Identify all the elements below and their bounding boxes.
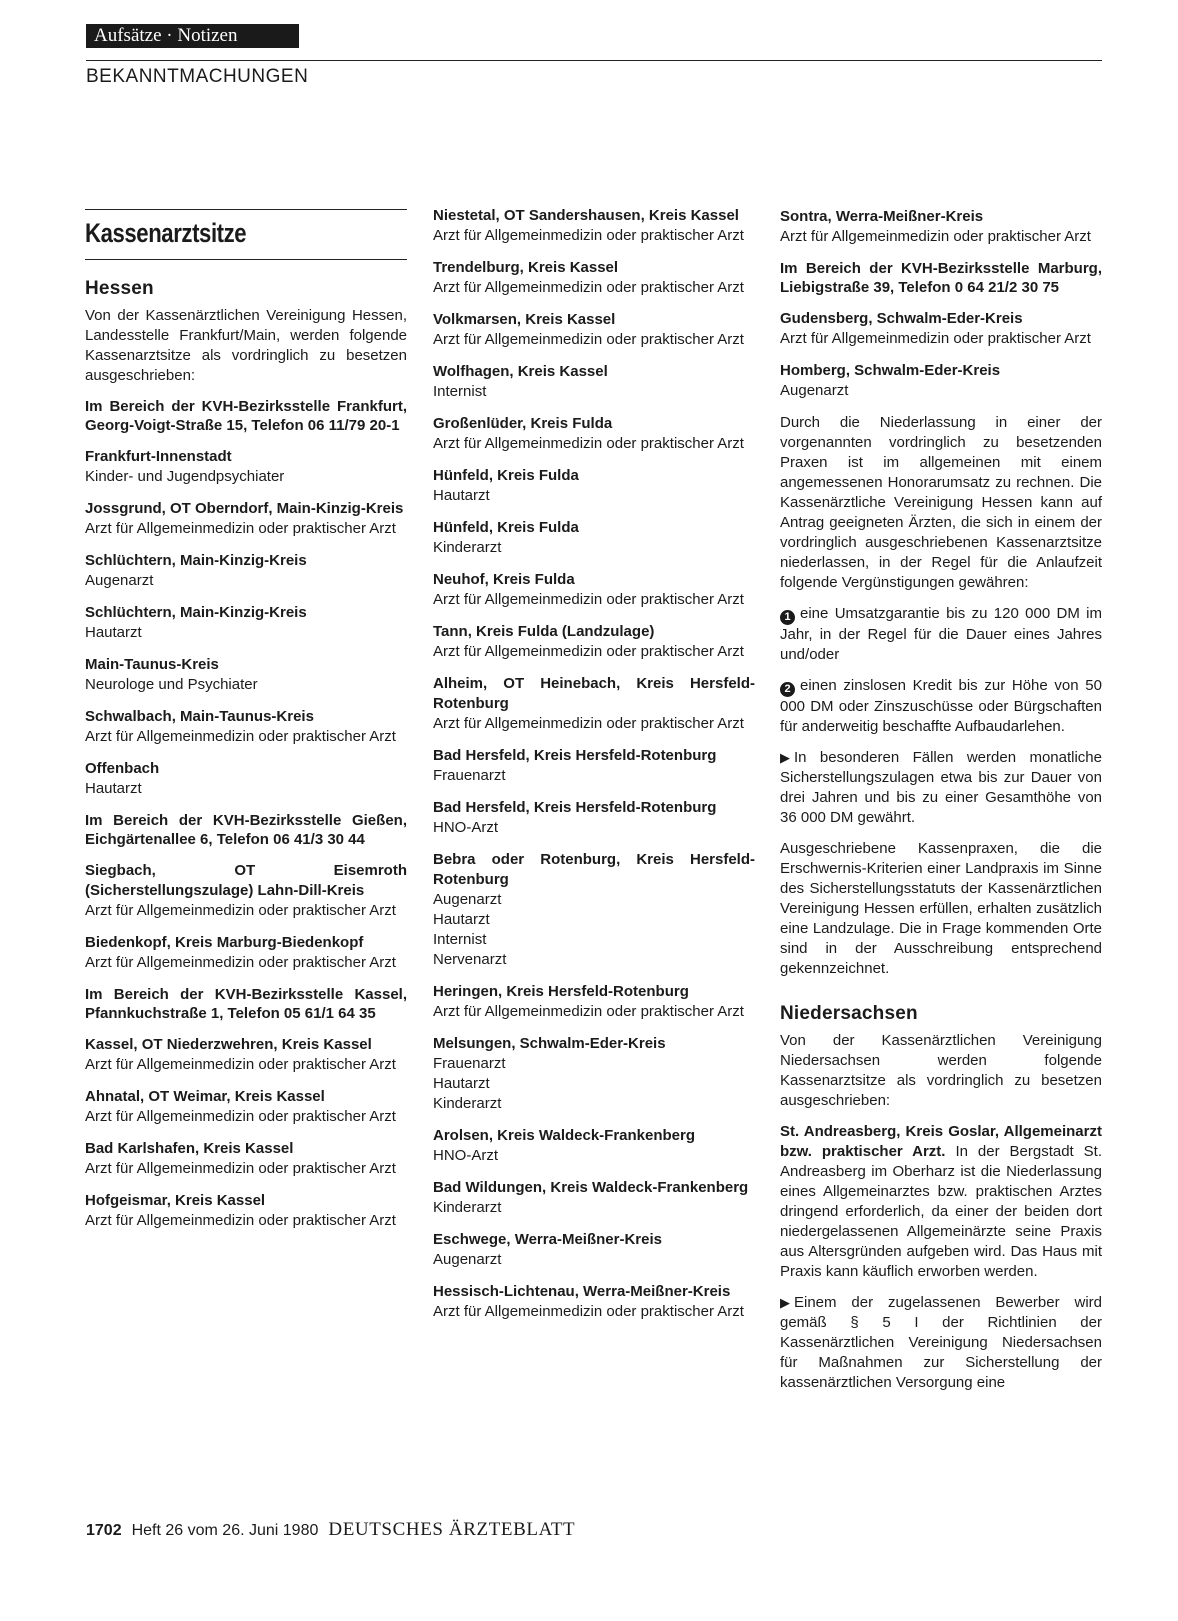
entry-place: Bad Hersfeld, Kreis Hersfeld-Rotenburg xyxy=(433,747,717,764)
listing-entry xyxy=(85,1191,407,1231)
region-heading-niedersachsen: Niedersachsen xyxy=(780,1003,918,1024)
entry-specialty: Augenarzt xyxy=(433,1251,502,1268)
entry-place: Sontra, Werra-Meißner-Kreis xyxy=(780,208,984,225)
listing-entry xyxy=(85,861,407,921)
column-1 xyxy=(85,209,407,1243)
listing-entry xyxy=(85,1035,407,1075)
niedersachsen-final-text: Einem der zugelassenen Bewerber wird gemäß § 5 I der Richtlinien der Kassenärztlichen Vereinigung Niedersachsen für Maßnahmen zur Sicherstellung der kassenärztlichen Versorgung eine xyxy=(780,1294,1102,1391)
listing-entry xyxy=(85,707,407,747)
entry-specialty: Augenarzt xyxy=(85,572,154,589)
entry-specialty: Arzt für Allgemeinmedizin oder praktischer Arzt xyxy=(433,435,744,452)
entry-place: Homberg, Schwalm-Eder-Kreis xyxy=(780,362,1001,379)
office-marburg: Im Bereich der KVH-Bezirksstelle Marburg, Liebigstraße 39, Telefon 0 64 21/2 30 75 xyxy=(780,260,1102,296)
listing-entry xyxy=(85,1139,407,1179)
entry-place: Frankfurt-Innenstadt xyxy=(85,448,232,465)
special-cases-text: In besonderen Fällen werden monatliche Sicherstellungszulagen etwa bis zur Dauer von drei Jahren und bis zu einer Gesamthöhe von 36 000 DM gewährt. xyxy=(780,749,1102,826)
entry-place: Arolsen, Kreis Waldeck-Frankenberg xyxy=(433,1127,696,1144)
listing-entry xyxy=(85,551,407,591)
listing-entry xyxy=(780,309,1102,349)
article-title: Kassenarztsitze xyxy=(85,218,247,248)
region-heading-hessen: Hessen xyxy=(85,278,154,299)
triangle-arrow-icon: ▶ xyxy=(780,750,790,765)
entry-specialty: HNO-Arzt xyxy=(433,819,498,836)
listing-entry xyxy=(85,603,407,643)
entry-specialty: Arzt für Allgemeinmedizin oder praktischer Arzt xyxy=(433,227,744,244)
listing-entry xyxy=(85,499,407,539)
listing-entry xyxy=(433,206,755,246)
entry-specialty: Arzt für Allgemeinmedizin oder praktischer Arzt xyxy=(433,715,744,732)
column-2 xyxy=(433,206,755,1334)
title-rule-bottom xyxy=(85,259,407,260)
listing-entry xyxy=(433,798,755,838)
listing-entry xyxy=(433,1282,755,1322)
entry-place: Tann, Kreis Fulda (Landzulage) xyxy=(433,623,655,640)
entry-place: Wolfhagen, Kreis Kassel xyxy=(433,363,608,380)
entry-place: Neuhof, Kreis Fulda xyxy=(433,571,575,588)
entry-specialty: Arzt für Allgemeinmedizin oder praktischer Arzt xyxy=(433,1303,744,1320)
entry-place: Melsungen, Schwalm-Eder-Kreis xyxy=(433,1035,666,1052)
page-number: 1702 xyxy=(86,1522,122,1539)
niedersachsen-entry xyxy=(780,1122,1102,1282)
entries-giessen xyxy=(85,861,407,973)
entry-specialty: Augenarzt Hautarzt Internist Nervenarzt xyxy=(433,891,507,968)
entry-specialty: Kinder- und Jugendpsychiater xyxy=(85,468,285,485)
entry-place: Schlüchtern, Main-Kinzig-Kreis xyxy=(85,604,307,621)
entry-place: Offenbach xyxy=(85,760,160,777)
listing-entry xyxy=(85,759,407,799)
page-footer xyxy=(86,1519,575,1541)
listing-entry xyxy=(433,362,755,402)
issue-info: Heft 26 vom 26. Juni 1980 xyxy=(131,1522,319,1539)
listing-entry xyxy=(85,655,407,695)
rural-supplement: Ausgeschriebene Kassenpraxen, die die Erschwernis-Kriterien einer Landpraxis im Sinne des Sicherstellungsstatuts der Kassenärztlichen Vereinigung Hessen erfüllen, erhalten zusätzlich eine Landzulage. Die in Frage kommenden Orte sind in der Ausschreibung entsprechend gekennzeichnet. xyxy=(780,840,1102,977)
entry-place: Siegbach, OT Eisemroth (Sicherstellungszulage) Lahn-Dill-Kreis xyxy=(85,862,407,899)
entry-specialty: Hautarzt xyxy=(85,624,142,641)
entry-specialty: Arzt für Allgemeinmedizin oder praktischer Arzt xyxy=(433,331,744,348)
entry-specialty: Neurologe und Psychiater xyxy=(85,676,258,693)
entry-place: Heringen, Kreis Hersfeld-Rotenburg xyxy=(433,983,689,1000)
listing-entry xyxy=(433,982,755,1022)
entry-specialty: HNO-Arzt xyxy=(433,1147,498,1164)
niedersachsen-final xyxy=(780,1293,1102,1393)
benefit-1 xyxy=(780,604,1102,665)
entry-place: Schwalbach, Main-Taunus-Kreis xyxy=(85,708,314,725)
entries-frankfurt xyxy=(85,447,407,799)
entry-place: Jossgrund, OT Oberndorf, Main-Kinzig-Kreis xyxy=(85,500,404,517)
entry-place: Main-Taunus-Kreis xyxy=(85,656,219,673)
section-heading: BEKANNTMACHUNGEN xyxy=(86,66,309,87)
section-tag: Aufsätze · Notizen xyxy=(86,24,299,48)
entry-specialty: Arzt für Allgemeinmedizin oder praktischer Arzt xyxy=(85,1056,396,1073)
benefit-2-text: einen zinslosen Kredit bis zur Höhe von 50 000 DM oder Zinszuschüsse oder Bürgschaften für anderweitig beschaffte Aufbaudarlehen. xyxy=(780,677,1102,735)
listing-entry xyxy=(433,570,755,610)
listing-entry xyxy=(433,1178,755,1218)
listing-entry xyxy=(433,466,755,506)
entry-specialty: Arzt für Allgemeinmedizin oder praktischer Arzt xyxy=(85,520,396,537)
listing-entry xyxy=(433,746,755,786)
listing-entry xyxy=(85,1087,407,1127)
entry-place: Hessisch-Lichtenau, Werra-Meißner-Kreis xyxy=(433,1283,731,1300)
entry-specialty: Arzt für Allgemeinmedizin oder praktischer Arzt xyxy=(433,643,744,660)
niedersachsen-entry-lead: St. Andreasberg, Kreis Goslar, Allgemeinarzt bzw. praktischer Arzt. xyxy=(780,1123,1102,1160)
entry-specialty: Arzt für Allgemeinmedizin oder praktischer Arzt xyxy=(433,279,744,296)
listing-entry xyxy=(85,933,407,973)
entry-place: Hünfeld, Kreis Fulda xyxy=(433,519,579,536)
entry-place: Bebra oder Rotenburg, Kreis Hersfeld-Rotenburg xyxy=(433,851,755,888)
entries-column-2 xyxy=(433,206,755,1322)
office-giessen: Im Bereich der KVH-Bezirksstelle Gießen, Eichgärtenallee 6, Telefon 06 41/3 30 44 xyxy=(85,812,407,848)
column-3 xyxy=(780,207,1102,1404)
number-two-icon: 2 xyxy=(780,682,795,697)
entry-specialty: Internist xyxy=(433,383,487,400)
listing-entry xyxy=(433,674,755,734)
listing-entry xyxy=(433,622,755,662)
entry-specialty: Arzt für Allgemeinmedizin oder praktischer Arzt xyxy=(85,728,396,745)
entry-place: Biedenkopf, Kreis Marburg-Biedenkopf xyxy=(85,934,364,951)
triangle-arrow-icon: ▶ xyxy=(780,1295,790,1310)
entry-place: Volkmarsen, Kreis Kassel xyxy=(433,311,616,328)
entry-place: Alheim, OT Heinebach, Kreis Hersfeld-Rotenburg xyxy=(433,675,755,712)
title-rule-top xyxy=(85,209,407,210)
listing-entry xyxy=(433,1034,755,1114)
listing-entry xyxy=(433,414,755,454)
entry-specialty: Arzt für Allgemeinmedizin oder praktischer Arzt xyxy=(433,591,744,608)
entry-specialty: Frauenarzt Hautarzt Kinderarzt xyxy=(433,1055,506,1112)
listing-entry xyxy=(433,258,755,298)
entry-specialty: Arzt für Allgemeinmedizin oder praktischer Arzt xyxy=(85,954,396,971)
entry-place: Trendelburg, Kreis Kassel xyxy=(433,259,619,276)
office-kassel: Im Bereich der KVH-Bezirksstelle Kassel, Pfannkuchstraße 1, Telefon 05 61/1 64 35 xyxy=(85,986,407,1022)
entries-marburg xyxy=(780,309,1102,401)
entry-specialty: Arzt für Allgemeinmedizin oder praktischer Arzt xyxy=(85,1212,396,1229)
entry-place: Schlüchtern, Main-Kinzig-Kreis xyxy=(85,552,307,569)
entry-specialty: Kinderarzt xyxy=(433,539,502,556)
number-one-icon: 1 xyxy=(780,610,795,625)
entry-specialty: Arzt für Allgemeinmedizin oder praktischer Arzt xyxy=(780,228,1091,245)
entry-place: Gudensberg, Schwalm-Eder-Kreis xyxy=(780,310,1023,327)
entry-place: Bad Hersfeld, Kreis Hersfeld-Rotenburg xyxy=(433,799,717,816)
listing-entry xyxy=(433,518,755,558)
entry-specialty: Arzt für Allgemeinmedizin oder praktischer Arzt xyxy=(433,1003,744,1020)
entry-specialty: Frauenarzt xyxy=(433,767,506,784)
entry-specialty: Augenarzt xyxy=(780,382,849,399)
entry-specialty: Arzt für Allgemeinmedizin oder praktischer Arzt xyxy=(780,330,1091,347)
entry-place: Niestetal, OT Sandershausen, Kreis Kassel xyxy=(433,207,739,224)
entry-place: Ahnatal, OT Weimar, Kreis Kassel xyxy=(85,1088,325,1105)
benefit-1-text: eine Umsatzgarantie bis zu 120 000 DM im Jahr, in der Regel für die Dauer eines Jahres und/oder xyxy=(780,605,1102,663)
listing-entry xyxy=(433,1230,755,1270)
entries-kassel xyxy=(85,1035,407,1231)
office-frankfurt: Im Bereich der KVH-Bezirksstelle Frankfurt, Georg-Voigt-Straße 15, Telefon 06 11/79 20-1 xyxy=(85,398,407,434)
niedersachsen-intro: Von der Kassenärztlichen Vereinigung Niedersachsen werden folgende Kassenarztsitze als vordringlich zu besetzen ausgeschrieben: xyxy=(780,1032,1102,1109)
benefits-intro: Durch die Niederlassung in einer der vorgenannten vordringlich zu besetzenden Praxen ist im allgemeinen mit einem angemessenen Honorarumsatz zu rechnen. Die Kassenärztliche Vereinigung Hessen kann auf Antrag geeigneten Ärzten, die sich in einem der vordringlich ausgeschriebenen Kassenarztsitze niederlassen, in der Regel für die Anlaufzeit folgende Vergünstigungen gewähren: xyxy=(780,414,1102,591)
entry-specialty: Arzt für Allgemeinmedizin oder praktischer Arzt xyxy=(85,1108,396,1125)
header-rule xyxy=(86,60,1102,61)
entry-place: Eschwege, Werra-Meißner-Kreis xyxy=(433,1231,662,1248)
hessen-intro: Von der Kassenärztlichen Vereinigung Hessen, Landesstelle Frankfurt/Main, werden folgende Kassenarztsitze als vordringlich zu besetzen ausgeschrieben: xyxy=(85,307,407,384)
entry-specialty: Arzt für Allgemeinmedizin oder praktischer Arzt xyxy=(85,902,396,919)
entry-place: Großenlüder, Kreis Fulda xyxy=(433,415,613,432)
special-cases xyxy=(780,748,1102,828)
entry-place: Hünfeld, Kreis Fulda xyxy=(433,467,579,484)
listing-entry xyxy=(85,447,407,487)
listing-entry xyxy=(780,361,1102,401)
listing-entry xyxy=(780,207,1102,247)
listing-entry xyxy=(433,310,755,350)
entry-specialty: Hautarzt xyxy=(433,487,490,504)
entry-place: Kassel, OT Niederzwehren, Kreis Kassel xyxy=(85,1036,372,1053)
entry-specialty: Arzt für Allgemeinmedizin oder praktischer Arzt xyxy=(85,1160,396,1177)
entry-specialty: Hautarzt xyxy=(85,780,142,797)
niedersachsen-entry-text: In der Bergstadt St. Andreasberg im Oberharz ist die Niederlassung eines Allgemeinarztes bzw. praktischen Arztes dringend erforderlich, da einer der beiden dort niedergelassenen Allgemeinärzte seine Praxis aus Altersgründen aufgeben wird. Das Haus mit Praxis kann käuflich erworben werden. xyxy=(780,1143,1102,1280)
entry-place: Bad Wildungen, Kreis Waldeck-Frankenberg xyxy=(433,1179,749,1196)
listing-entry xyxy=(433,1126,755,1166)
entry-place: Hofgeismar, Kreis Kassel xyxy=(85,1192,266,1209)
entry-place: Bad Karlshafen, Kreis Kassel xyxy=(85,1140,294,1157)
journal-name: DEUTSCHES ÄRZTEBLATT xyxy=(328,1519,576,1540)
benefit-2 xyxy=(780,676,1102,737)
listing-entry xyxy=(433,850,755,970)
entry-specialty: Kinderarzt xyxy=(433,1199,502,1216)
